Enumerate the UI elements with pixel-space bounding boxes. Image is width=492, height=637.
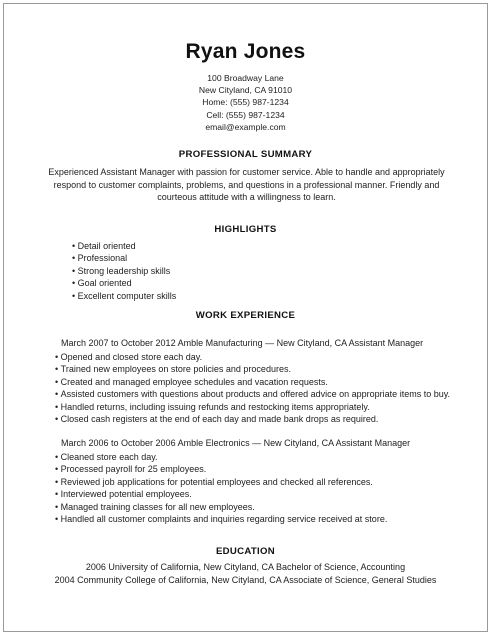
list-item: • Handled all customer complaints and inquiries regarding service received at store. <box>55 513 387 525</box>
address-line-2: New Cityland, CA 91010 <box>198 85 293 96</box>
highlights-heading: HIGHLIGHTS <box>214 224 277 235</box>
cell-phone: Cell: (555) 987-1234 <box>206 109 285 120</box>
list-item: • Interviewed potential employees. <box>55 488 387 500</box>
education-heading: EDUCATION <box>215 546 276 557</box>
list-item: • Cleaned store each day. <box>55 451 387 463</box>
experience-heading: WORK EXPERIENCE <box>195 310 296 321</box>
list-item: • Opened and closed store each day. <box>55 351 450 363</box>
contact-block <box>4 72 487 133</box>
home-phone: Home: (555) 987-1234 <box>202 97 289 108</box>
education-entry: 2004 Community College of California, New Cityland, CA Associate of Science, General Studies <box>54 574 437 585</box>
list-item: • Handled returns, including issuing refunds and restocking items appropriately. <box>55 401 450 413</box>
list-item: • Goal oriented <box>72 277 176 289</box>
candidate-name: Ryan Jones <box>185 40 306 63</box>
list-item: • Trained new employees on store policies and procedures. <box>55 363 450 375</box>
list-item: • Excellent computer skills <box>72 290 176 302</box>
list-item: • Reviewed job applications for potential employees and checked all references. <box>55 476 387 488</box>
email-address: email@example.com <box>205 121 286 132</box>
list-item: • Professional <box>72 252 176 264</box>
resume-page <box>3 3 488 632</box>
summary-text: Experienced Assistant Manager with passion for customer service. Able to handle and appropriately respond to customer complaints, problems, and questions in a professional manner. Friendly and courteous attitude with a willingness to learn. <box>48 167 445 203</box>
education-entry: 2006 University of California, New Cityland, CA Bachelor of Science, Accounting <box>85 562 406 572</box>
summary-heading: PROFESSIONAL SUMMARY <box>178 149 313 160</box>
highlights-list <box>72 240 176 302</box>
list-item: • Detail oriented <box>72 240 176 252</box>
address-line-1: 100 Broadway Lane <box>207 73 284 83</box>
list-item: • Managed training classes for all new employees. <box>55 501 387 513</box>
job-title: March 2006 to October 2006 Amble Electronics — New Cityland, CA Assistant Manager <box>61 438 411 448</box>
list-item: • Assisted customers with questions about products and offered advice on appropriate items to buy. <box>55 388 450 400</box>
job-title: March 2007 to October 2012 Amble Manufacturing — New Cityland, CA Assistant Manager <box>61 338 424 348</box>
education-block <box>4 561 487 587</box>
job-duties-list <box>55 351 450 425</box>
list-item: • Closed cash registers at the end of each day and made bank drops as required. <box>55 413 450 425</box>
list-item: • Processed payroll for 25 employees. <box>55 463 387 475</box>
job-duties-list <box>55 451 387 525</box>
list-item: • Strong leadership skills <box>72 265 176 277</box>
list-item: • Created and managed employee schedules and vacation requests. <box>55 376 450 388</box>
